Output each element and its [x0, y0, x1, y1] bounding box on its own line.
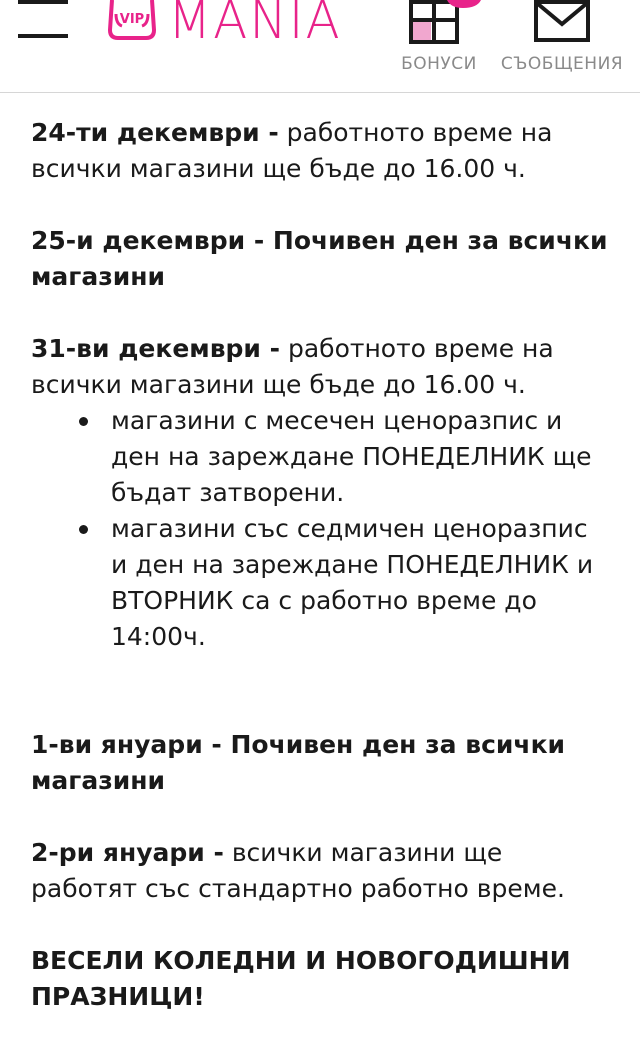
greeting-text: ВЕСЕЛИ КОЛЕДНИ И НОВОГОДИШНИ ПРАЗНИЦИ!: [31, 946, 571, 1011]
logo-text: MANIA: [168, 0, 342, 51]
date-heading: 25-и декември - Почивен ден за всички магазини: [31, 226, 608, 291]
logo-badge-text: VIP: [119, 12, 145, 27]
holiday-greeting: [31, 943, 610, 1015]
date-heading: 1-ви януари - Почивен ден за всички магазини: [31, 730, 566, 795]
app-header: [0, 0, 640, 93]
vip-mania-logo[interactable]: [100, 0, 342, 51]
paragraph-dec-24: [31, 115, 610, 187]
gift-icon: [397, 0, 481, 46]
announcement-body: [0, 93, 640, 1015]
paragraph-dec-25: [31, 223, 610, 295]
paragraph-jan-1: [31, 727, 610, 799]
envelope-icon: [532, 0, 592, 46]
shopping-bag-icon: [100, 0, 160, 44]
paragraph-text: всички магазини ще работят със стандартно работно време.: [31, 838, 565, 903]
bullet-list: [31, 403, 610, 655]
nav-messages-label: СЪОБЩЕНИЯ: [500, 54, 624, 74]
paragraph-text: работното време на всички магазини ще бъде до 16.00 ч.: [31, 118, 553, 183]
date-heading: 24-ти декември -: [31, 118, 279, 147]
paragraph-jan-2: [31, 835, 610, 907]
paragraph-text: работното време на всички магазини ще бъде до 16.00 ч.: [31, 334, 554, 399]
menu-icon[interactable]: [18, 0, 68, 40]
list-item: магазини с месечен ценоразпис и ден на зареждане ПОНЕДЕЛНИК ще бъдат затворени.: [111, 403, 610, 511]
nav-bonuses[interactable]: [397, 0, 481, 74]
nav-messages[interactable]: [496, 0, 628, 74]
paragraph-dec-31: [31, 331, 610, 403]
date-heading: 2-ри януари -: [31, 838, 224, 867]
list-item: магазини със седмичен ценоразпис и ден на зареждане ПОНЕДЕЛНИК и ВТОРНИК са с работно време до 14:00ч.: [111, 511, 610, 655]
nav-bonuses-label: БОНУСИ: [401, 54, 477, 74]
date-heading: 31-ви декември -: [31, 334, 281, 363]
